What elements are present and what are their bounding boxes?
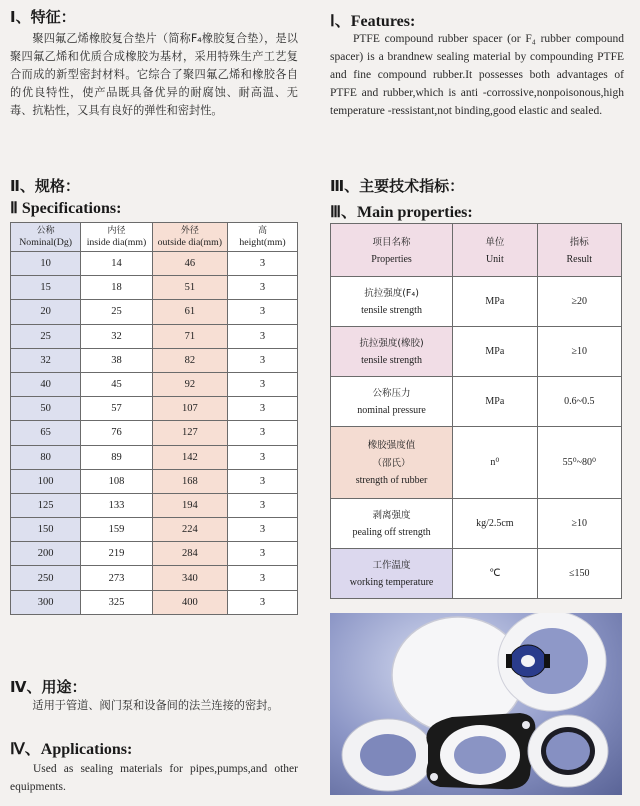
usage-heading-zh: Ⅳ、用途： bbox=[10, 678, 87, 696]
property-unit: MPa bbox=[453, 327, 537, 377]
spec-row bbox=[11, 324, 298, 348]
property-row bbox=[331, 427, 622, 499]
cell-height: 3 bbox=[227, 300, 297, 324]
spec-row bbox=[11, 445, 298, 469]
cell-inside-dia: 108 bbox=[81, 469, 152, 493]
col-header-properties: 项目名称 Properties bbox=[331, 224, 453, 277]
cell-outside-dia: 194 bbox=[152, 493, 227, 517]
spec-row bbox=[11, 518, 298, 542]
cell-outside-dia: 340 bbox=[152, 566, 227, 590]
cell-inside-dia: 325 bbox=[81, 590, 152, 614]
properties-heading-zh: Ⅲ、主要技术指标： bbox=[330, 177, 465, 195]
property-name-zh: 工作温度 bbox=[372, 560, 411, 571]
cell-outside-dia: 107 bbox=[152, 397, 227, 421]
specs-heading-en: Ⅱ Specifications: bbox=[10, 200, 122, 217]
spec-row bbox=[11, 421, 298, 445]
cell-nominal: 250 bbox=[11, 566, 81, 590]
cell-nominal: 65 bbox=[11, 421, 81, 445]
cell-inside-dia: 76 bbox=[81, 421, 152, 445]
product-photo bbox=[330, 613, 622, 795]
cell-outside-dia: 46 bbox=[152, 252, 227, 276]
cell-height: 3 bbox=[227, 252, 297, 276]
property-unit: ℃ bbox=[453, 549, 537, 599]
features-heading-en: Ⅰ、Features: bbox=[330, 13, 416, 30]
cell-outside-dia: 284 bbox=[152, 542, 227, 566]
cell-outside-dia: 71 bbox=[152, 324, 227, 348]
property-result: ≤150 bbox=[537, 549, 621, 599]
cell-outside-dia: 82 bbox=[152, 348, 227, 372]
cell-height: 3 bbox=[227, 372, 297, 396]
property-name bbox=[331, 499, 453, 549]
cell-inside-dia: 133 bbox=[81, 493, 152, 517]
cell-inside-dia: 38 bbox=[81, 348, 152, 372]
cell-nominal: 150 bbox=[11, 518, 81, 542]
features-text-en: PTFE compound rubber spacer (or F₄ rubber compound spacer) is a brandnew sealing material by compounding PTFE and fine compound rubber.It possesses both advantages of PTFE and rubber,which is anti -corrossive,nonpoisonous,high temperature -ressistant,not binding,good elastic and sealed. bbox=[330, 33, 624, 117]
spec-row bbox=[11, 397, 298, 421]
property-name-zh: 剥离强度 bbox=[372, 510, 411, 521]
col-header-nominal: 公称 Nominal(Dg) bbox=[11, 223, 81, 252]
cell-nominal: 80 bbox=[11, 445, 81, 469]
spec-row bbox=[11, 493, 298, 517]
spec-row bbox=[11, 566, 298, 590]
cell-nominal: 40 bbox=[11, 372, 81, 396]
cell-height: 3 bbox=[227, 518, 297, 542]
cell-height: 3 bbox=[227, 566, 297, 590]
property-result: 0.6~0.5 bbox=[537, 377, 621, 427]
cell-inside-dia: 89 bbox=[81, 445, 152, 469]
cell-nominal: 32 bbox=[11, 348, 81, 372]
spec-row bbox=[11, 252, 298, 276]
cell-nominal: 300 bbox=[11, 590, 81, 614]
cell-outside-dia: 61 bbox=[152, 300, 227, 324]
cell-height: 3 bbox=[227, 590, 297, 614]
property-row bbox=[331, 327, 622, 377]
spec-row bbox=[11, 372, 298, 396]
property-name-en: nominal pressure bbox=[357, 405, 426, 416]
cell-inside-dia: 57 bbox=[81, 397, 152, 421]
property-unit: MPa bbox=[453, 277, 537, 327]
property-result: ≥10 bbox=[537, 499, 621, 549]
property-row bbox=[331, 499, 622, 549]
cell-outside-dia: 127 bbox=[152, 421, 227, 445]
property-result: 55⁰~80⁰ bbox=[537, 427, 621, 499]
usage-text-en: Used as sealing materials for pipes,pumps,and other equipments. bbox=[10, 763, 298, 793]
col-header-unit: 单位 Unit bbox=[453, 224, 537, 277]
properties-header-row bbox=[331, 224, 622, 277]
property-name bbox=[331, 277, 453, 327]
spec-row bbox=[11, 590, 298, 614]
property-name bbox=[331, 549, 453, 599]
usage-text-zh: 适用于管道、阀门泵和设备间的法兰连接的密封。 bbox=[32, 699, 279, 712]
property-result: ≥10 bbox=[537, 327, 621, 377]
property-name-en: strength of rubber bbox=[355, 475, 428, 486]
cell-height: 3 bbox=[227, 445, 297, 469]
property-name-en: working temperature bbox=[349, 577, 434, 588]
cell-nominal: 200 bbox=[11, 542, 81, 566]
features-heading-zh: Ⅰ、特征： bbox=[10, 8, 76, 26]
cell-nominal: 25 bbox=[11, 324, 81, 348]
property-name bbox=[331, 427, 453, 499]
cell-outside-dia: 51 bbox=[152, 276, 227, 300]
col-header-result: 指标 Result bbox=[537, 224, 621, 277]
cell-height: 3 bbox=[227, 397, 297, 421]
property-unit: kg/2.5cm bbox=[453, 499, 537, 549]
property-name-en: tensile strength bbox=[361, 355, 422, 366]
property-name-zh: 橡胶强度值 bbox=[367, 440, 416, 451]
property-row bbox=[331, 549, 622, 599]
spec-row bbox=[11, 469, 298, 493]
specifications-table bbox=[10, 222, 298, 615]
col-header-outside-dia: 外径 outside dia(mm) bbox=[152, 223, 227, 252]
cell-inside-dia: 25 bbox=[81, 300, 152, 324]
cell-height: 3 bbox=[227, 542, 297, 566]
spec-header-row bbox=[11, 223, 298, 252]
property-name-en: pealing off strength bbox=[352, 527, 431, 538]
cell-outside-dia: 168 bbox=[152, 469, 227, 493]
gasket-illustration bbox=[330, 613, 622, 795]
cell-inside-dia: 159 bbox=[81, 518, 152, 542]
property-row bbox=[331, 377, 622, 427]
specs-heading-zh: Ⅱ、规格： bbox=[10, 177, 80, 195]
property-name-zh-note: （邵氏） bbox=[372, 458, 411, 469]
cell-inside-dia: 45 bbox=[81, 372, 152, 396]
cell-height: 3 bbox=[227, 276, 297, 300]
property-name-en: tensile strength bbox=[361, 305, 422, 316]
cell-height: 3 bbox=[227, 324, 297, 348]
cell-height: 3 bbox=[227, 493, 297, 517]
col-header-inside-dia: 内径 inside dia(mm) bbox=[81, 223, 152, 252]
property-unit: n⁰ bbox=[453, 427, 537, 499]
cell-nominal: 50 bbox=[11, 397, 81, 421]
cell-inside-dia: 18 bbox=[81, 276, 152, 300]
cell-height: 3 bbox=[227, 469, 297, 493]
cell-nominal: 100 bbox=[11, 469, 81, 493]
cell-outside-dia: 92 bbox=[152, 372, 227, 396]
property-name-zh: 抗拉强度(橡胶) bbox=[359, 338, 424, 349]
spec-row bbox=[11, 348, 298, 372]
property-name-zh: 公称压力 bbox=[372, 388, 411, 399]
cell-nominal: 20 bbox=[11, 300, 81, 324]
features-text-zh: 聚四氟乙烯橡胶复合垫片（简称F₄橡胶复合垫），是以聚四氟乙烯和优质合成橡胶为基材，采用特殊生产工艺复合而成的新型密封材料。它综合了聚四氟乙烯和橡胶各自的优良特性，使产品既具备优异的耐腐蚀、耐高温、无毒、抗粘性，又具有良好的弹性和密封性。 bbox=[10, 32, 298, 117]
cell-nominal: 10 bbox=[11, 252, 81, 276]
cell-outside-dia: 224 bbox=[152, 518, 227, 542]
property-unit: MPa bbox=[453, 377, 537, 427]
cell-outside-dia: 400 bbox=[152, 590, 227, 614]
spec-row bbox=[11, 300, 298, 324]
cell-height: 3 bbox=[227, 348, 297, 372]
cell-nominal: 15 bbox=[11, 276, 81, 300]
properties-table bbox=[330, 223, 622, 599]
cell-inside-dia: 14 bbox=[81, 252, 152, 276]
cell-nominal: 125 bbox=[11, 493, 81, 517]
cell-inside-dia: 273 bbox=[81, 566, 152, 590]
col-header-height: 高 height(mm) bbox=[227, 223, 297, 252]
property-name bbox=[331, 377, 453, 427]
property-name bbox=[331, 327, 453, 377]
spec-row bbox=[11, 276, 298, 300]
cell-outside-dia: 142 bbox=[152, 445, 227, 469]
property-result: ≥20 bbox=[537, 277, 621, 327]
spec-row bbox=[11, 542, 298, 566]
cell-inside-dia: 32 bbox=[81, 324, 152, 348]
cell-inside-dia: 219 bbox=[81, 542, 152, 566]
properties-heading-en: Ⅲ、Main properties: bbox=[330, 204, 473, 221]
usage-heading-en: Ⅳ、Applications: bbox=[10, 741, 133, 758]
property-row bbox=[331, 277, 622, 327]
property-name-zh: 抗拉强度(F₄) bbox=[364, 288, 419, 299]
cell-height: 3 bbox=[227, 421, 297, 445]
